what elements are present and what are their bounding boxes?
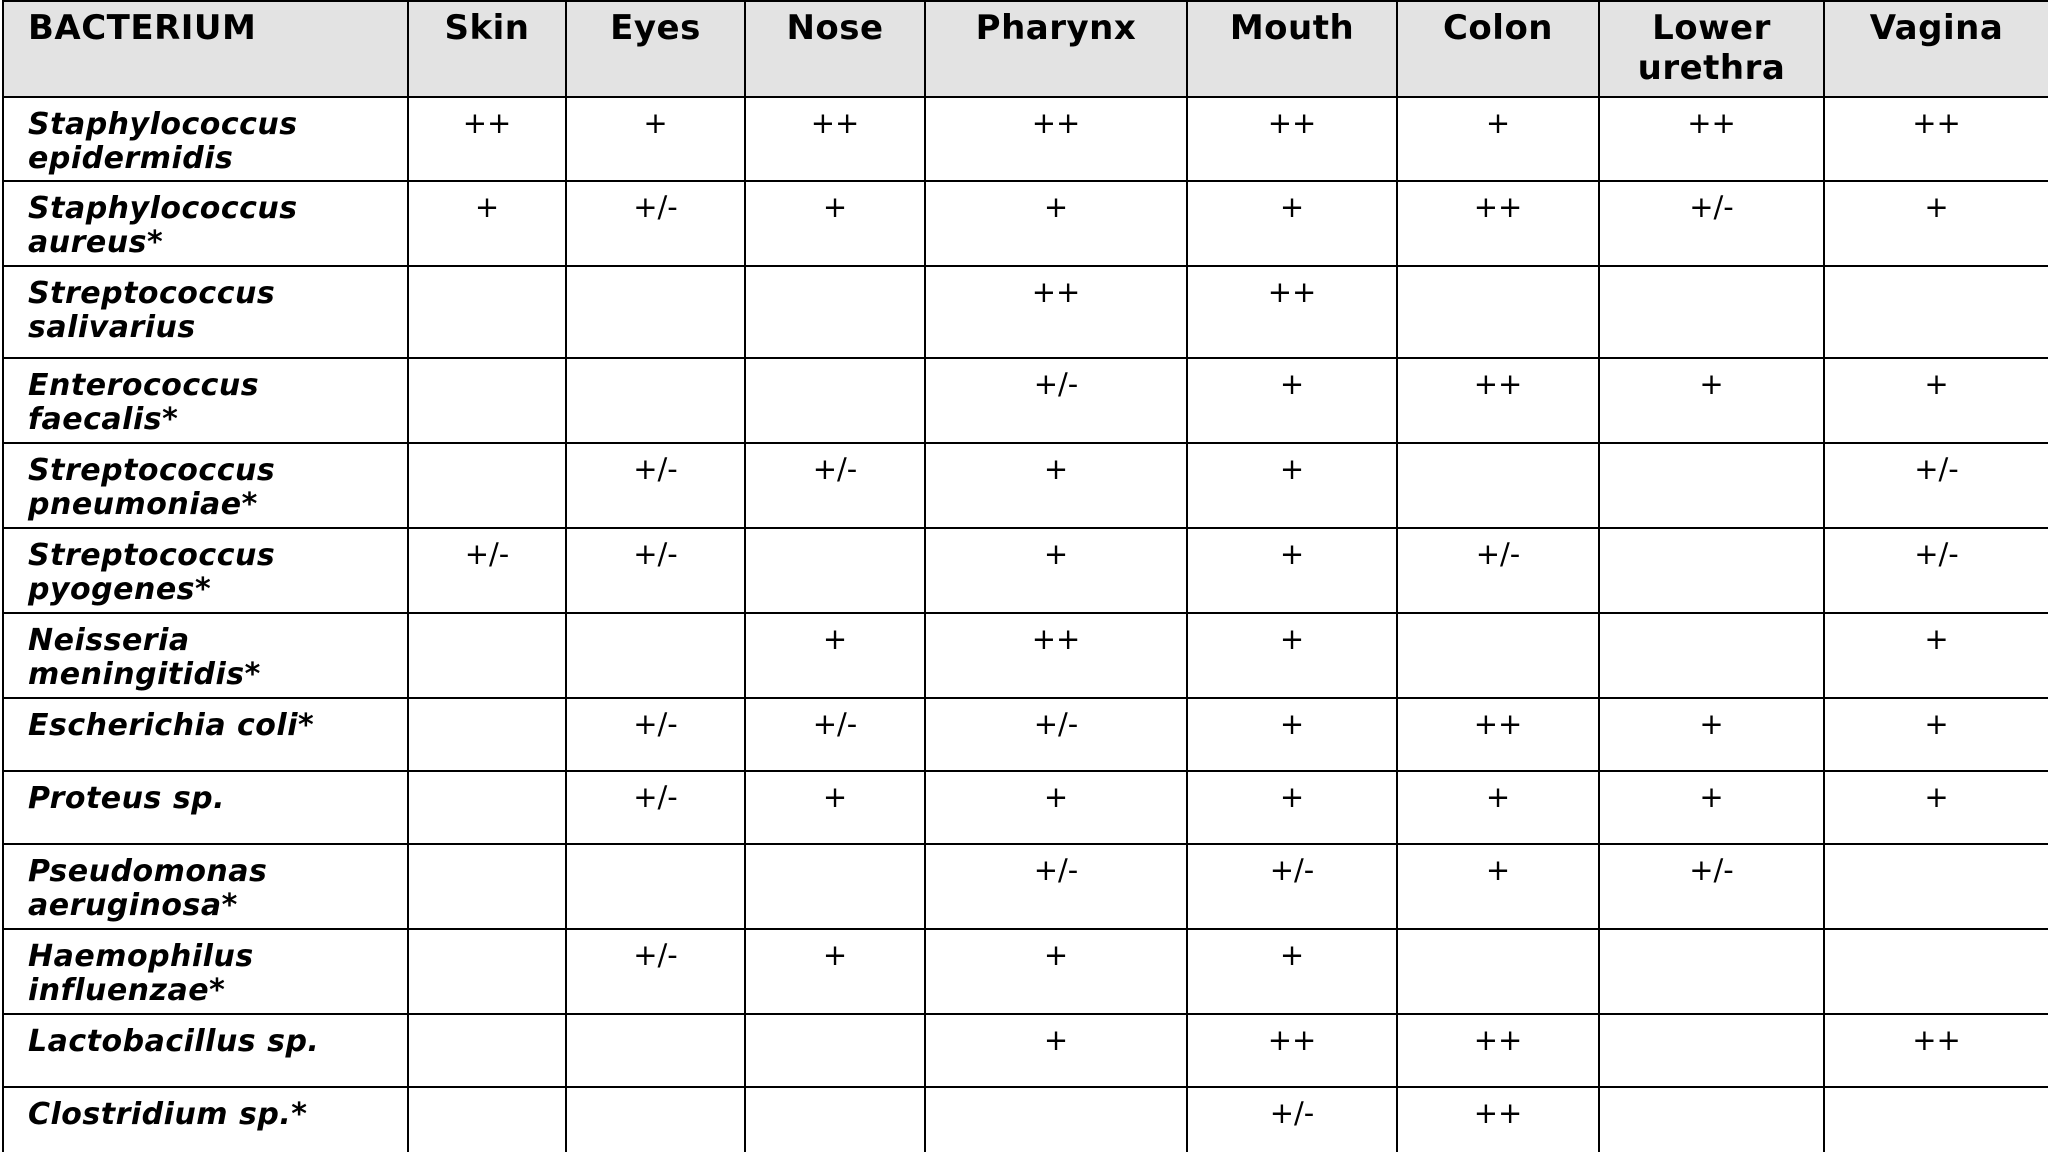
cell-vagina: ++ — [1824, 97, 2048, 181]
cell-nose: + — [745, 181, 925, 266]
cell-skin — [408, 1014, 566, 1087]
cell-skin: ++ — [408, 97, 566, 181]
cell-skin — [408, 929, 566, 1014]
cell-lower-urethra: + — [1599, 698, 1824, 771]
cell-lower-urethra — [1599, 266, 1824, 358]
cell-skin — [408, 613, 566, 698]
cell-mouth: ++ — [1187, 1014, 1397, 1087]
bacterium-name: Lactobacillus sp. — [3, 1014, 408, 1087]
cell-eyes: +/- — [566, 771, 745, 844]
cell-skin: +/- — [408, 528, 566, 613]
cell-pharynx: +/- — [925, 698, 1187, 771]
bacterium-name: Escherichia coli* — [3, 698, 408, 771]
cell-pharynx — [925, 1087, 1187, 1152]
cell-mouth: ++ — [1187, 97, 1397, 181]
cell-lower-urethra — [1599, 929, 1824, 1014]
cell-mouth: +/- — [1187, 844, 1397, 929]
cell-colon — [1397, 929, 1599, 1014]
bacterium-name: Clostridium sp.* — [3, 1087, 408, 1152]
cell-pharynx: +/- — [925, 358, 1187, 443]
cell-vagina — [1824, 266, 2048, 358]
header-lower-urethra: Lower urethra — [1599, 1, 1824, 97]
cell-vagina: + — [1824, 181, 2048, 266]
cell-colon: ++ — [1397, 1014, 1599, 1087]
bacterium-name: Streptococcus pneumoniae* — [3, 443, 408, 528]
table-header — [3, 1, 2048, 97]
cell-pharynx: ++ — [925, 613, 1187, 698]
bacterium-name: Pseudomonas aeruginosa* — [3, 844, 408, 929]
bacterium-name: Enterococcus faecalis* — [3, 358, 408, 443]
cell-vagina: +/- — [1824, 528, 2048, 613]
bacterium-name: Proteus sp. — [3, 771, 408, 844]
table-row — [3, 266, 2048, 358]
cell-pharynx: + — [925, 1014, 1187, 1087]
cell-skin — [408, 771, 566, 844]
table-row — [3, 181, 2048, 266]
cell-skin: + — [408, 181, 566, 266]
cell-lower-urethra: ++ — [1599, 97, 1824, 181]
cell-mouth: +/- — [1187, 1087, 1397, 1152]
cell-vagina: +/- — [1824, 443, 2048, 528]
cell-colon: ++ — [1397, 1087, 1599, 1152]
bacteria-distribution-table — [2, 0, 2048, 1152]
table-row — [3, 528, 2048, 613]
cell-colon — [1397, 613, 1599, 698]
cell-nose: +/- — [745, 443, 925, 528]
cell-pharynx: + — [925, 443, 1187, 528]
bacterium-name: Staphylococcus epidermidis — [3, 97, 408, 181]
cell-eyes — [566, 844, 745, 929]
cell-colon: ++ — [1397, 698, 1599, 771]
table-row — [3, 1087, 2048, 1152]
cell-eyes — [566, 613, 745, 698]
cell-pharynx: + — [925, 929, 1187, 1014]
cell-eyes — [566, 1014, 745, 1087]
cell-pharynx: + — [925, 528, 1187, 613]
header-eyes: Eyes — [566, 1, 745, 97]
cell-eyes: +/- — [566, 929, 745, 1014]
cell-vagina: + — [1824, 771, 2048, 844]
cell-lower-urethra: +/- — [1599, 844, 1824, 929]
cell-vagina: + — [1824, 358, 2048, 443]
cell-colon: +/- — [1397, 528, 1599, 613]
header-bacterium: BACTERIUM — [3, 1, 408, 97]
cell-lower-urethra: + — [1599, 771, 1824, 844]
cell-colon — [1397, 266, 1599, 358]
header-row — [3, 1, 2048, 97]
cell-colon: + — [1397, 97, 1599, 181]
cell-skin — [408, 698, 566, 771]
cell-eyes — [566, 1087, 745, 1152]
cell-nose: + — [745, 613, 925, 698]
cell-eyes: +/- — [566, 528, 745, 613]
bacterium-name: Streptococcus salivarius — [3, 266, 408, 358]
bacterium-name: Haemophilus influenzae* — [3, 929, 408, 1014]
cell-nose — [745, 844, 925, 929]
table-row — [3, 844, 2048, 929]
cell-mouth: + — [1187, 698, 1397, 771]
header-pharynx: Pharynx — [925, 1, 1187, 97]
cell-eyes: +/- — [566, 698, 745, 771]
table-row — [3, 1014, 2048, 1087]
cell-nose — [745, 1014, 925, 1087]
cell-mouth: + — [1187, 771, 1397, 844]
cell-mouth: + — [1187, 358, 1397, 443]
cell-eyes — [566, 266, 745, 358]
cell-colon: ++ — [1397, 358, 1599, 443]
cell-eyes: +/- — [566, 443, 745, 528]
cell-vagina: ++ — [1824, 1014, 2048, 1087]
cell-colon — [1397, 443, 1599, 528]
cell-lower-urethra — [1599, 443, 1824, 528]
header-nose: Nose — [745, 1, 925, 97]
cell-vagina: + — [1824, 698, 2048, 771]
cell-pharynx: ++ — [925, 97, 1187, 181]
cell-lower-urethra — [1599, 1087, 1824, 1152]
cell-skin — [408, 844, 566, 929]
cell-nose — [745, 266, 925, 358]
cell-skin — [408, 1087, 566, 1152]
header-vagina: Vagina — [1824, 1, 2048, 97]
cell-nose — [745, 528, 925, 613]
header-mouth: Mouth — [1187, 1, 1397, 97]
cell-nose — [745, 1087, 925, 1152]
cell-eyes: + — [566, 97, 745, 181]
cell-vagina: + — [1824, 613, 2048, 698]
cell-colon: + — [1397, 844, 1599, 929]
cell-nose — [745, 358, 925, 443]
cell-eyes: +/- — [566, 181, 745, 266]
cell-mouth: + — [1187, 528, 1397, 613]
cell-lower-urethra — [1599, 1014, 1824, 1087]
cell-mouth: + — [1187, 613, 1397, 698]
cell-skin — [408, 443, 566, 528]
cell-nose: + — [745, 929, 925, 1014]
table-row — [3, 97, 2048, 181]
cell-nose: ++ — [745, 97, 925, 181]
bacterium-name: Streptococcus pyogenes* — [3, 528, 408, 613]
table-row — [3, 698, 2048, 771]
table-row — [3, 613, 2048, 698]
cell-eyes — [566, 358, 745, 443]
cell-lower-urethra — [1599, 528, 1824, 613]
cell-pharynx: + — [925, 181, 1187, 266]
cell-nose: +/- — [745, 698, 925, 771]
cell-mouth: ++ — [1187, 266, 1397, 358]
cell-vagina — [1824, 844, 2048, 929]
cell-lower-urethra: +/- — [1599, 181, 1824, 266]
cell-mouth: + — [1187, 929, 1397, 1014]
cell-pharynx: ++ — [925, 266, 1187, 358]
cell-mouth: + — [1187, 443, 1397, 528]
cell-pharynx: + — [925, 771, 1187, 844]
cell-mouth: + — [1187, 181, 1397, 266]
table-row — [3, 771, 2048, 844]
cell-colon: + — [1397, 771, 1599, 844]
bacterium-name: Staphylococcus aureus* — [3, 181, 408, 266]
table-row — [3, 929, 2048, 1014]
header-colon: Colon — [1397, 1, 1599, 97]
bacterium-name: Neisseria meningitidis* — [3, 613, 408, 698]
table-row — [3, 358, 2048, 443]
cell-vagina — [1824, 929, 2048, 1014]
cell-lower-urethra — [1599, 613, 1824, 698]
cell-colon: ++ — [1397, 181, 1599, 266]
cell-lower-urethra: + — [1599, 358, 1824, 443]
header-skin: Skin — [408, 1, 566, 97]
table-body — [3, 97, 2048, 1152]
cell-nose: + — [745, 771, 925, 844]
cell-skin — [408, 358, 566, 443]
cell-vagina — [1824, 1087, 2048, 1152]
table-row — [3, 443, 2048, 528]
cell-skin — [408, 266, 566, 358]
cell-pharynx: +/- — [925, 844, 1187, 929]
